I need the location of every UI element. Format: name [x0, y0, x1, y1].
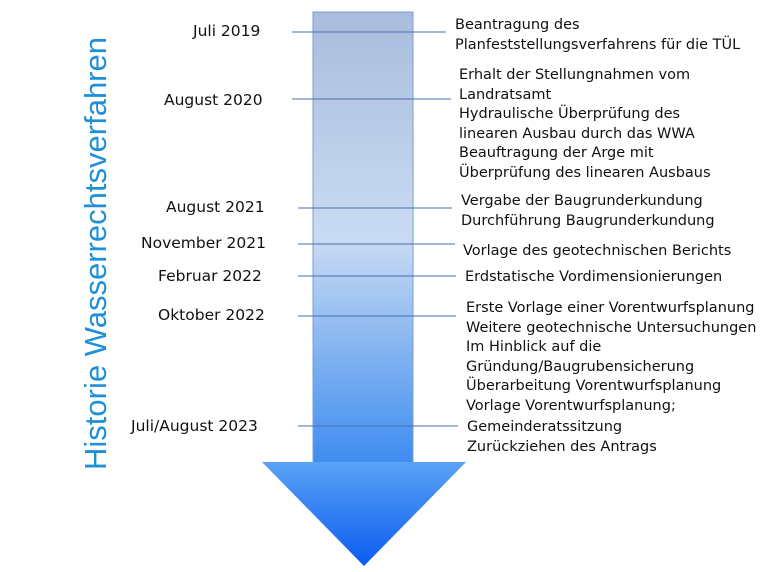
event-text: Erste Vorlage einer Vorentwurfsplanung	[466, 300, 755, 316]
event-text: Gemeinderatssitzung	[467, 419, 623, 435]
date-label: Oktober 2022	[158, 306, 265, 324]
date-label: Februar 2022	[158, 267, 262, 285]
event-group	[467, 418, 657, 457]
date-label: August 2021	[166, 198, 265, 216]
diagram-title: Historie Wasserrechtsverfahren	[78, 37, 113, 470]
event-group	[466, 299, 756, 416]
event-group	[463, 242, 731, 262]
event-text: Vergabe der Baugrunderkundung	[461, 193, 703, 209]
event-text: Weitere geotechnische Untersuchungen	[466, 319, 757, 336]
event-group	[459, 66, 711, 183]
event-text: Vorlage des geotechnischen Berichts	[463, 243, 732, 259]
event-text: Durchführung Baugrunderkundung	[461, 212, 715, 229]
event-text: Hydraulische Überprüfung des	[459, 106, 681, 122]
event-text: Beauftragung der Arge mit	[459, 145, 654, 161]
event-text: Planfeststellungsverfahrens für die TÜL	[455, 36, 741, 53]
event-text: Überprüfung des linearen Ausbaus	[459, 164, 711, 181]
date-label: Juli 2019	[193, 22, 261, 40]
event-text: Überarbeitung Vorentwurfsplanung	[466, 378, 722, 394]
date-label: Juli/August 2023	[131, 417, 258, 435]
event-text: Gründung/Baugrubensicherung	[466, 358, 695, 375]
event-text: Beantragung des	[455, 17, 580, 33]
event-group	[455, 16, 740, 55]
event-text: Erhalt der Stellungnahmen vom	[459, 67, 691, 83]
event-text: Landratsamt	[459, 86, 552, 103]
event-text: Erdstatische Vordimensionierungen	[465, 269, 723, 285]
event-text: linearen Ausbau durch das WWA	[459, 125, 695, 142]
event-text: Zurückziehen des Antrags	[467, 438, 657, 455]
date-label: August 2020	[164, 91, 263, 109]
event-group	[465, 268, 722, 288]
event-text: Im Hinblick auf die	[466, 339, 602, 355]
event-text: Vorlage Vorentwurfsplanung;	[466, 397, 676, 414]
date-label: November 2021	[141, 234, 267, 252]
event-group	[461, 192, 715, 231]
